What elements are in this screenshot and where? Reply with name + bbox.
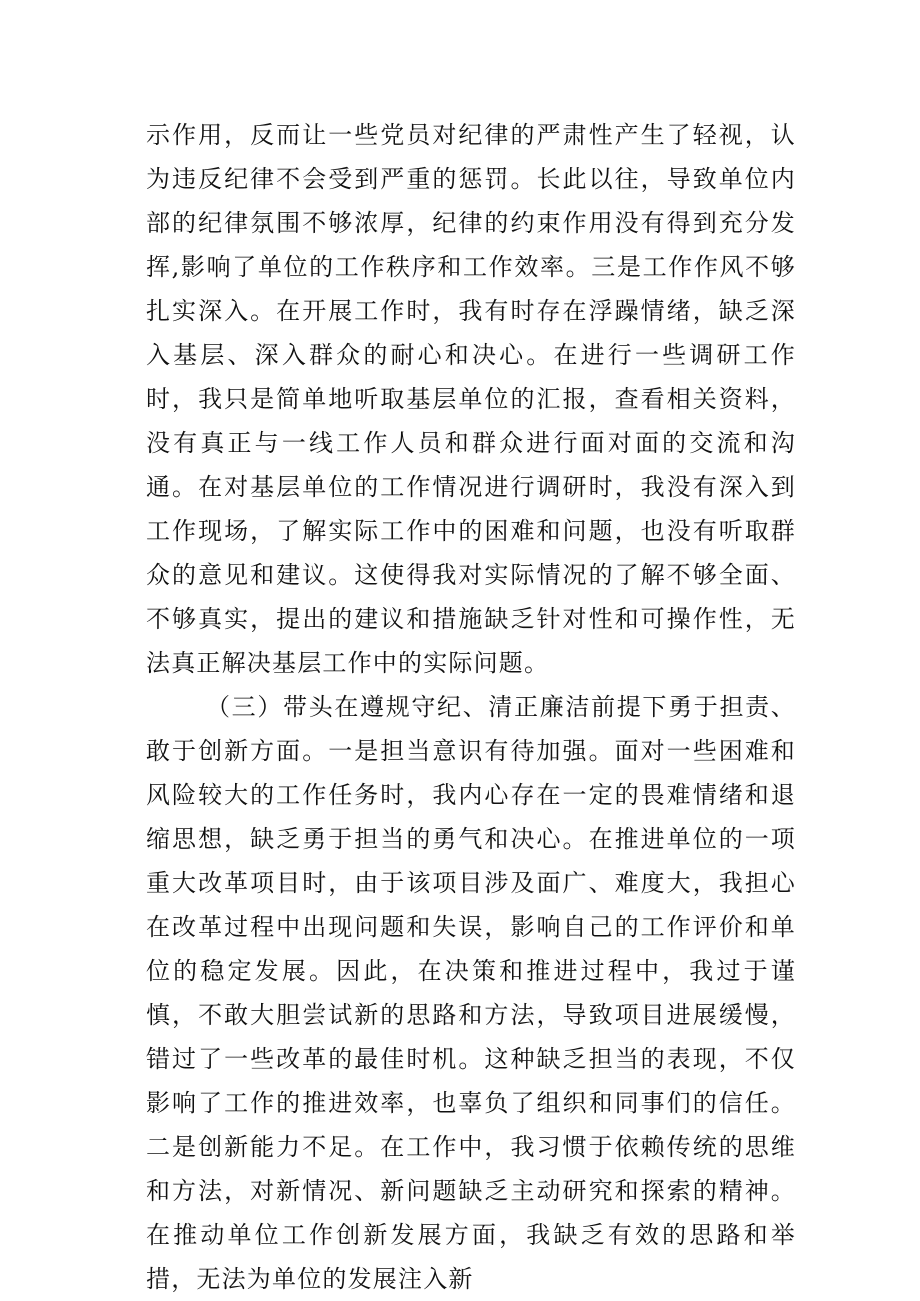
document-body — [146, 113, 796, 1301]
paragraph-continuation: 示作用，反而让一些党员对纪律的严肃性产生了轻视，认为违反纪律不会受到严重的惩罚。长此以往，导致单位内部的纪律氛围不够浓厚，纪律的约束作用没有得到充分发挥,影响了单位的工作秩序和工作效率。三是工作作风不够扎实深入。在开展工作时，我有时存在浮躁情绪，缺乏深入基层、深入群众的耐心和决心。在进行一些调研工作时，我只是简单地听取基层单位的汇报，查看相关资料，没有真正与一线工作人员和群众进行面对面的交流和沟通。在对基层单位的工作情况进行调研时，我没有深入到工作现场，了解实际工作中的困难和问题，也没有听取群众的意见和建议。这使得我对实际情况的了解不够全面、不够真实，提出的建议和措施缺乏针对性和可操作性，无法真正解决基层工作中的实际问题。 — [146, 121, 796, 677]
paragraph-section-three: （三）带头在遵规守纪、清正廉洁前提下勇于担责、敢于创新方面。一是担当意识有待加强。面对一些困难和风险较大的工作任务时，我内心存在一定的畏难情绪和退缩思想，缺乏勇于担当的勇气和决心。在推进单位的一项重大改革项目时，由于该项目涉及面广、难度大，我担心在改革过程中出现问题和失误，影响自己的工作评价和单位的稳定发展。因此，在决策和推进过程中，我过于谨慎，不敢大胆尝试新的思路和方法，导致项目进展缓慢，错过了一些改革的最佳时机。这种缺乏担当的表现，不仅影响了工作的推进效率，也辜负了组织和同事们的信任。二是创新能力不足。在工作中，我习惯于依赖传统的思维和方法，对新情况、新问题缺乏主动研究和探索的精神。在推动单位工作创新发展方面，我缺乏有效的思路和举措，无法为单位的发展注入新 — [146, 693, 796, 1293]
